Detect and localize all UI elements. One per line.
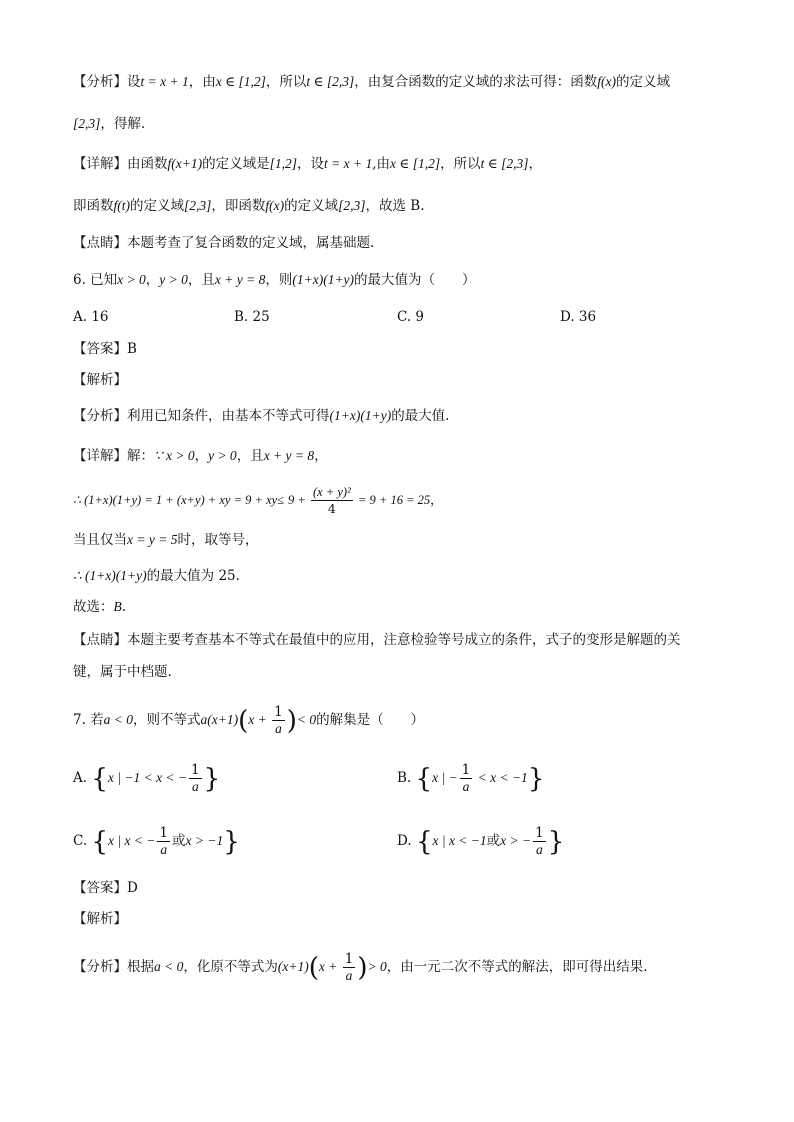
option-a: A. 16 [73,309,109,325]
question-7: 7. 若a < 0，则不等式a(x+1)(x + $\frac{1}{a}$ )< 0的解集是（ ） [73,704,425,736]
answer-line: 【答案】D [73,880,138,896]
section-tag: 【详解】 [73,448,127,464]
option-d: D. {x | x < −1或x > − $\frac{1}{a}$ } [397,825,565,857]
comment-paragraph-cont: 键，属于中档题. [73,664,172,680]
option-b: B. 25 [234,309,270,325]
analysis-paragraph: 【分析】利用已知条件，由基本不等式可得(1+x)(1+y)的最大值. [73,408,450,424]
section-tag: 【详解】 [73,156,127,172]
question-number: 6. [73,272,91,288]
analysis-paragraph-cont: [2,3]，得解. [73,116,146,132]
fraction: $\frac{1}{a}$ [191,762,200,794]
question-6: 6. 已知x > 0，y > 0，且x + y = 8，则(1+x)(1+y)的最大值为（ ） [73,272,476,288]
derivation-line: ∴ (1+x)(1+y) = 1 + (x+y) + xy = 9 + xy≤ 9 + $\frac{\text{(x + y)²}}{4}$ = 9 + 16 = 25， [73,485,443,516]
option-c: C. {x | x < − $\frac{1}{a}$ 或x > −1} [73,825,240,857]
detail-paragraph: 【详解】解：∵ x > 0，y > 0，且x + y = 8， [73,448,328,464]
section-tag: 【点睛】 [73,235,127,251]
solution-header: 【解析】 [73,372,127,388]
choice-line: 故选：B. [73,599,127,615]
conclusion-line: ∴ (1+x)(1+y)的最大值为 25. [73,568,240,584]
detail-paragraph-cont: 即函数f(t)的定义域[2,3]，即函数f(x)的定义域[2,3]，故选 B. [73,198,425,214]
solution-header: 【解析】 [73,911,127,927]
fraction: $\frac{1}{a}$ [461,762,471,794]
option-c: C. 9 [397,309,425,325]
section-tag: 【分析】 [73,74,127,90]
fraction: $\frac{1}{a}$ [535,825,544,857]
analysis-paragraph: 【分析】根据a < 0，化原不等式为(x+1)(x + $\frac{1}{a}$ )> 0，由一元二次不等式的解法，即可得出结果. [73,951,648,983]
fraction: $\frac{\text{(x + y)²}}{4}$ [312,485,351,516]
fraction: $\frac{1}{a}$ [274,704,283,736]
section-tag: 【分析】 [73,959,127,975]
option-b: B. {x | − $\frac{1}{a}$ < x < −1} [397,762,545,794]
section-tag: 【分析】 [73,408,127,424]
option-a: A. {x | −1 < x < − $\frac{1}{a}$ } [73,762,221,794]
detail-paragraph: 【详解】由函数f(x+1)的定义域是[1,2]，设t = x + 1,由x ∈ [1,2]，所以t ∈ [2,3]， [73,156,543,172]
fraction: $\frac{1}{a}$ [344,951,354,983]
answer-line: 【答案】B [73,341,137,357]
option-d: D. 36 [560,309,597,325]
fraction: $\frac{1}{a}$ [159,825,168,857]
comment-paragraph: 【点睛】本题考查了复合函数的定义域，属基础题. [73,235,375,251]
question-number: 7. [73,712,91,728]
section-tag: 【点睛】 [73,632,127,648]
equality-condition: 当且仅当x = y = 5时，取等号， [73,532,259,548]
comment-paragraph: 【点睛】本题主要考查基本不等式在最值中的应用，注意检验等号成立的条件，式子的变形是解题的关 [73,632,681,648]
analysis-paragraph: 【分析】设t = x + 1，由x ∈ [1,2]，所以t ∈ [2,3]，由复合函数的定义域的求法可得：函数f(x)的定义域 [73,74,670,90]
